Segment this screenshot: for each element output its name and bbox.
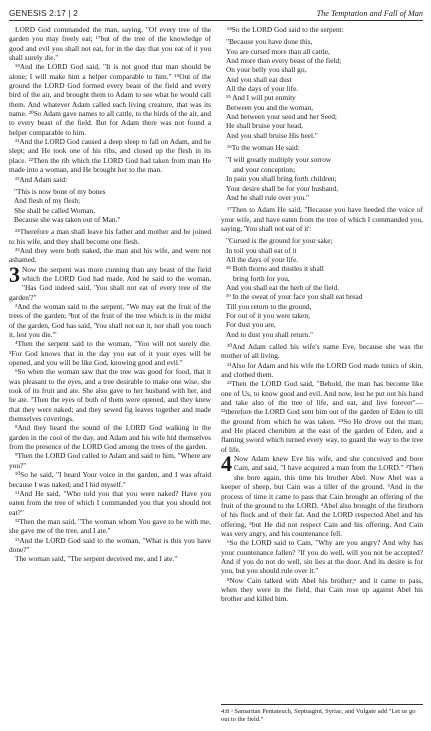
- header-title: The Temptation and Fall of Man: [316, 9, 423, 18]
- running-header: [9, 6, 423, 21]
- verse-text: ⁶So when the woman saw that the tree was good for food, that it was pleasant to the eyes, and a tree desirable to make one wise, she took of its fruit and ate. She also gave to her husband with her, and he ate. ⁷Then the eyes of both of them were opened, and they knew that they were naked; and they sewed fig leaves together and made themselves coverings.: [9, 367, 211, 424]
- left-column: [9, 25, 211, 731]
- poetry-line: ¹⁹ In the sweat of your face you shall eat bread: [226, 292, 363, 302]
- poetry-line: Your desire shall be for your husband,: [226, 183, 339, 193]
- verse-text: ¹²Then the man said, "The woman whom You gave to be with me, she gave me of the tree, and I ate.": [9, 516, 211, 536]
- verse-text: Now Adam knew Eve his wife, and she conceived and bore Cain, and said, "I have acquired a man from the LORD." ²Then she bore again, this time his brother Abel. Now Abel was a keeper of sheep, but Cain was a tiller of the ground. ³And in the process of time it came to pass that Cain brought an offering of the fruit of the ground to the LORD. ⁴Abel also brought of the firstborn of his flock and of their fat. And the LORD respected Abel and his offering, ⁵but He did not respect Cain and his offering. And Cain was very angry, and his countenance fell.: [221, 454, 423, 538]
- poetry-block: [226, 236, 423, 339]
- verse-paragraph: [9, 339, 211, 367]
- verse-paragraph: [221, 205, 423, 233]
- verse-text: ⁴Then the serpent said to the woman, "You will not surely die. ⁵For God knows that in the day you eat of it your eyes will be opened, and you will be like God, knowing good and evil.": [9, 339, 211, 368]
- poetry-block: [14, 187, 211, 224]
- verse-paragraph: [221, 451, 423, 538]
- verse-paragraph: [9, 227, 211, 246]
- verse-text: The woman said, "The serpent deceived me, and I ate.": [15, 554, 178, 564]
- footnote: 4:8 ᵃ Samaritan Pentateuch, Septuagint, Syriac, and Vulgate add "Let us go out to the field.": [221, 704, 423, 724]
- verse-paragraph: [9, 137, 211, 174]
- verse-text: ⁶So the LORD said to Cain, "Why are you angry? And why has your countenance fallen? ⁷If you do well, will you not be accepted? And if you do not do well, sin lies at the door. And its desire is for you, but you should rule over it.": [221, 538, 423, 576]
- poetry-line: In toil you shall eat of it: [226, 245, 297, 255]
- verse-paragraph: [9, 451, 211, 470]
- poetry-line: ¹⁵ And I will put enmity: [226, 93, 296, 103]
- poetry-line: "Cursed is the ground for your sake;: [226, 236, 333, 246]
- poetry-block: [226, 155, 423, 202]
- verse-text: ¹⁶To the woman He said:: [227, 143, 300, 153]
- verse-text: LORD God commanded the man, saying, "Of every tree of the garden you may freely eat; ¹⁷but of the tree of the knowledge of good and evil you shall not eat, for in the day that you eat of it you shall surely die.": [9, 25, 211, 63]
- verse-text: ¹¹And He said, "Who told you that you were naked? Have you eaten from the tree of which I commanded you that you should not eat?": [9, 488, 211, 517]
- verse-text: ¹⁰So he said, "I heard Your voice in the garden, and I was afraid because I was naked; and I hid myself.": [9, 470, 211, 489]
- verse-text: ²³And Adam said:: [15, 174, 68, 184]
- poetry-line: bring forth for you,: [233, 273, 290, 283]
- poetry-line: "Because you have done this,: [226, 37, 313, 47]
- poetry-block: [226, 37, 423, 140]
- verse-text: ⁹Then the LORD God called to Adam and said to him, "Where are you?": [9, 451, 211, 470]
- verse-text: ²⁴Therefore a man shall leave his father and mother and be joined to his wife, and they shall become one flesh.: [9, 227, 211, 246]
- text-columns: [9, 25, 423, 731]
- poetry-line: All the days of your life.: [226, 254, 299, 264]
- chapter-number: 4: [221, 451, 232, 477]
- header-reference: GENESIS 2:17 | 2: [9, 9, 79, 18]
- verse-text: ²¹And the LORD God caused a deep sleep to fall on Adam, and he slept; and He took one of his ribs, and closed up the flesh in its place. ²²Then the rib which the LORD God had taken from man He made into a woman, and He brought her to the man.: [9, 137, 211, 175]
- verse-paragraph: [9, 470, 211, 489]
- verse-paragraph: [9, 489, 211, 517]
- poetry-line: Between you and the woman,: [226, 102, 314, 112]
- verse-text: ²²Then the LORD God said, "Behold, the man has become like one of Us, to know good and evil. And now, lest he put out his hand and take also of the tree of life, and eat, and live forever"— ²³therefore the LORD God sent him out of the garden of Eden to till the ground from which he was taken. ²⁴So He drove out the man; and He placed cherubim at the east of the garden of Eden, and a flaming sword which turned every way, to guard the way to the tree of life.: [221, 379, 423, 454]
- verse-paragraph: [9, 554, 211, 563]
- verse-paragraph: [221, 361, 423, 380]
- verse-paragraph: [9, 175, 211, 184]
- poetry-line: And flesh of my flesh;: [14, 196, 81, 206]
- verse-text: ²And the woman said to the serpent, "We may eat the fruit of the trees of the garden; ³but of the fruit of the tree which is in the midst of the garden, God has said, 'You shall not eat it, nor shall you touch it, lest you die.'": [9, 301, 211, 339]
- verse-paragraph: [221, 143, 423, 152]
- verse-text: ²⁵And they were both naked, the man and his wife, and were not ashamed.: [9, 245, 211, 265]
- poetry-line: and your conception;: [233, 164, 295, 174]
- poetry-line: She shall be called Woman,: [14, 205, 96, 215]
- verse-text: ¹⁴So the LORD God said to the serpent:: [227, 25, 344, 34]
- verse-paragraph: [9, 302, 211, 339]
- poetry-line: And to dust you shall return.": [226, 329, 314, 339]
- verse-paragraph: [9, 367, 211, 423]
- verse-paragraph: [221, 538, 423, 575]
- poetry-line: On your belly you shall go,: [226, 65, 307, 75]
- poetry-line: Because she was taken out of Man.": [14, 214, 121, 224]
- poetry-line: And between your seed and her Seed;: [226, 112, 337, 122]
- verse-text: ¹⁸And the LORD God said, "It is not good that man should be alone; I will make him a helper comparable to him." ¹⁹Out of the ground the LORD God formed every beast of the field and every bird of the air, and brought them to Adam to see what he would call them. And whatever Adam called each living creature, that was its name. ²⁰So Adam gave names to all cattle, to the birds of the air, and to every beast of the field. But for Adam there was not found a helper comparable to him.: [9, 62, 211, 137]
- verse-paragraph: [221, 25, 423, 34]
- verse-paragraph: [9, 423, 211, 451]
- verse-text: ²⁰And Adam called his wife's name Eve, because she was the mother of all living.: [221, 342, 423, 361]
- verse-paragraph: [221, 576, 423, 604]
- poetry-line: All the days of your life.: [226, 84, 299, 94]
- poetry-line: For out of it you were taken;: [226, 310, 311, 320]
- verse-text: ¹³And the LORD God said to the woman, "What is this you have done?": [9, 535, 211, 554]
- poetry-line: "This is now bone of my bones: [14, 186, 106, 196]
- verse-paragraph: [9, 517, 211, 536]
- poetry-line: ¹⁸ Both thorns and thistles it shall: [226, 264, 324, 274]
- verse-paragraph: [9, 62, 211, 137]
- poetry-line: In pain you shall bring forth children;: [226, 174, 337, 184]
- verse-text: ⁸And they heard the sound of the LORD God walking in the garden in the cool of the day, and Adam and his wife hid themselves from the presence of the LORD God among the trees of the garden.: [9, 423, 211, 452]
- poetry-line: And you shall eat dust: [226, 74, 292, 84]
- poetry-line: "I will greatly multiply your sorrow: [226, 155, 332, 165]
- verse-paragraph: [9, 536, 211, 555]
- verse-text: ²¹Also for Adam and his wife the LORD God made tunics of skin, and clothed them.: [221, 360, 423, 380]
- poetry-line: Till you return to the ground,: [226, 301, 312, 311]
- poetry-line: And you shall bruise His heel.": [226, 130, 318, 140]
- poetry-line: For dust you are,: [226, 320, 276, 330]
- chapter-number: 3: [9, 261, 20, 287]
- verse-paragraph: [9, 25, 211, 62]
- verse-text: Now the serpent was more cunning than any beast of the field which the LORD God had made. And he said to the woman, "Has God indeed said, 'You shall not eat of every tree of the garden'?": [9, 264, 211, 302]
- verse-paragraph: [221, 342, 423, 361]
- verse-paragraph: [221, 379, 423, 454]
- poetry-line: You are cursed more than all cattle,: [226, 46, 330, 56]
- poetry-line: And you shall eat the herb of the field.: [226, 282, 340, 292]
- right-column: [221, 25, 423, 731]
- verse-paragraph: [9, 261, 211, 302]
- verse-paragraph: [9, 246, 211, 265]
- verse-text: ⁸Now Cain talked with Abel his brother;ᵃ and it came to pass, when they were in the field, that Cain rose up against Abel his brother and killed him.: [221, 575, 423, 604]
- poetry-line: He shall bruise your head,: [226, 121, 303, 131]
- poetry-line: And more than every beast of the field;: [226, 56, 342, 66]
- poetry-line: And he shall rule over you.": [226, 192, 309, 202]
- verse-text: ¹⁷Then to Adam He said, "Because you have heeded the voice of your wife, and have eaten from the tree of which I commanded you, saying, 'You shall not eat of it':: [221, 205, 423, 233]
